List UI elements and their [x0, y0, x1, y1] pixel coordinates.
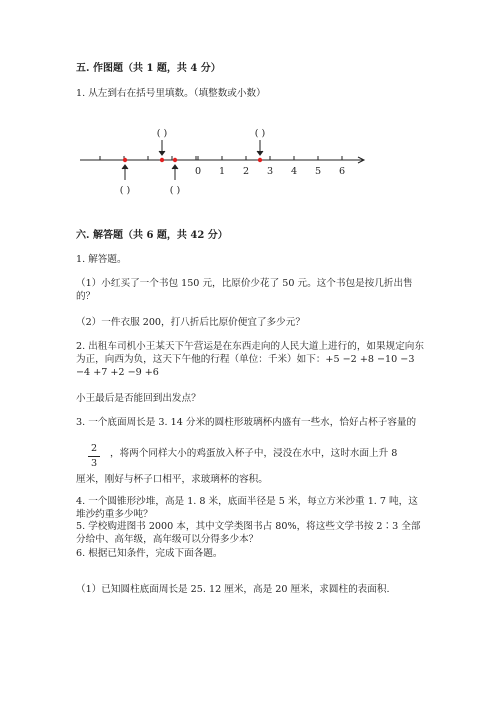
fraction-two-thirds: [88, 443, 100, 470]
question-6-part-1: （1）已知圆柱底面周长是 25. 12 厘米，高是 20 厘米，求圆柱的表面积.: [76, 584, 390, 595]
answer-bracket: ( ): [156, 128, 168, 139]
fraction-numerator: 2: [90, 443, 98, 454]
point-marker: [258, 158, 262, 162]
question-2: 2. 出租车司机小王某天下午营运是在东西走向的人民大道上进行的，如果规定向东为正，向西为负，这天下午他的行程（单位：千米）如下：+5 −2 +8 −10 −3 −4 +7 +2 −9 +6: [76, 341, 424, 378]
answer-bracket: ( ): [169, 185, 181, 196]
question-5: 5. 学校购进图书 2000 本，其中文学类图书占 80%，将这些文学书按 2∶3 全部分给中、高年级，高年级可以分得多少本？: [76, 521, 421, 545]
point-marker: [173, 158, 177, 162]
answer-bracket: ( ): [254, 128, 266, 139]
point-marker: [123, 158, 127, 162]
section-5-heading: 五. 作图题（共 1 题，共 4 分）: [76, 63, 221, 74]
question-3-line-2: ，将两个同样大小的鸡蛋放入杯子中，浸没在水中，这时水面上升 8: [110, 448, 398, 459]
tick-label: 2: [242, 166, 250, 177]
question-1-part-2: （2）一件衣服 200，打八折后比原价便宜了多少元？: [76, 317, 305, 328]
question-3-line-3: 厘米，刚好与杯子口相平，求玻璃杯的容积。: [76, 474, 268, 485]
tick-label: 5: [314, 166, 322, 177]
question-1-part-1: （1）小红买了一个书包 150 元，比原价少花了 50 元。这个书包是按几折出售的？: [76, 278, 413, 302]
tick-label: 3: [266, 166, 274, 177]
question-2-ask: 小王最后是否能回到出发点？: [76, 393, 201, 404]
point-marker: [160, 158, 164, 162]
section-6-heading: 六. 解答题（共 6 题，共 42 分）: [76, 230, 228, 241]
section-6-question-1: 1. 解答题。: [76, 254, 127, 265]
answer-bracket: ( ): [119, 185, 131, 196]
section-5-question-1: 1. 从左到右在括号里填数。（填整数或小数）: [76, 88, 266, 99]
tick-label: 1: [218, 166, 226, 177]
tick-label: 6: [338, 166, 346, 177]
question-4: 4. 一个圆锥形沙堆，高是 1. 8 米，底面半径是 5 米，每立方米沙重 1. 7 吨，这堆沙约重多少吨？: [76, 496, 418, 520]
fraction-denominator: 3: [90, 458, 98, 469]
number-line-diagram: [70, 122, 370, 202]
tick-label: 0: [194, 166, 202, 177]
tick-label: 4: [290, 166, 298, 177]
question-3-line-1: 3. 一个底面周长是 3. 14 分米的圆柱形玻璃杯内盛有一些水，恰好占杯子容量的: [76, 417, 417, 428]
question-6: 6. 根据已知条件，完成下面各题。: [76, 548, 223, 559]
